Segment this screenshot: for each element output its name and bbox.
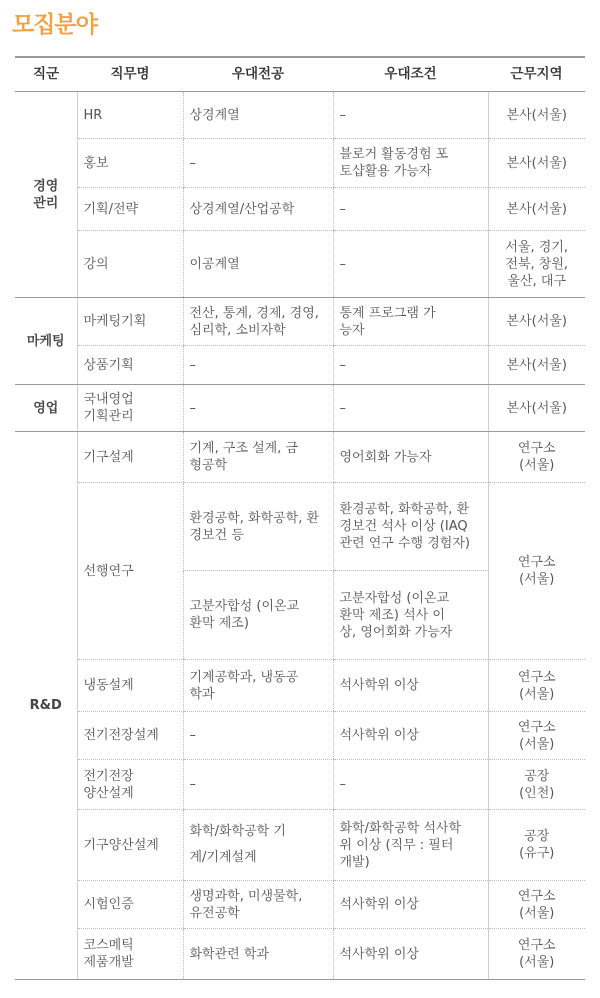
job-name: 전기전장 양산설계 <box>77 760 183 810</box>
job-name: 기구양산설계 <box>77 810 183 881</box>
location: 공장 (유구) <box>488 810 585 881</box>
job-name: 국내영업 기획관리 <box>77 385 183 432</box>
major: – <box>183 760 333 810</box>
major: 상경계열/산업공학 <box>183 188 333 231</box>
location: 서울, 경기, 전북, 창원, 울산, 대구 <box>488 231 585 298</box>
condition: 영어회화 가능자 <box>333 432 488 483</box>
table-row <box>15 660 585 712</box>
header-row <box>15 57 585 92</box>
condition: 석사학위 이상 <box>333 881 488 929</box>
job-name: 전기전장설계 <box>77 712 183 760</box>
header-major: 우대전공 <box>183 57 333 92</box>
location: 연구소 (서울) <box>488 432 585 483</box>
group-management: 경영 관리 <box>15 92 77 298</box>
table-row <box>15 231 585 298</box>
condition: 블로거 활동경험 포토샵활용 가능자 <box>333 139 488 188</box>
table-row <box>15 298 585 346</box>
header-job: 직무명 <box>77 57 183 92</box>
location: 연구소 (서울) <box>488 712 585 760</box>
condition: – <box>333 760 488 810</box>
condition: 석사학위 이상 <box>333 929 488 980</box>
major: 기계, 구조 설계, 금형공학 <box>183 432 333 483</box>
header-condition: 우대조건 <box>333 57 488 92</box>
table-row <box>15 712 585 760</box>
major: 이공계열 <box>183 231 333 298</box>
major: 화학/화학공학 기계/기계설계 <box>183 810 333 881</box>
location: 연구소 (서울) <box>488 660 585 712</box>
condition: – <box>333 346 488 385</box>
condition: 환경공학, 화학공학, 환경보건 석사 이상 (IAQ 관련 연구 수행 경험자) <box>333 483 488 571</box>
group-rnd: R&D <box>15 432 77 980</box>
table-row <box>15 760 585 810</box>
location: 공장 (인천) <box>488 760 585 810</box>
job-name: 상품기획 <box>77 346 183 385</box>
job-name: 기획/전략 <box>77 188 183 231</box>
job-name: 코스메틱 제품개발 <box>77 929 183 980</box>
location: 본사(서울) <box>488 92 585 139</box>
group-marketing: 마케팅 <box>15 298 77 385</box>
condition: 통계 프로그램 가능자 <box>333 298 488 346</box>
job-name: 기구설계 <box>77 432 183 483</box>
table-row <box>15 139 585 188</box>
major: – <box>183 139 333 188</box>
table-row <box>15 432 585 483</box>
header-group: 직군 <box>15 57 77 92</box>
condition: – <box>333 231 488 298</box>
job-name: HR <box>77 92 183 139</box>
major: 생명과학, 미생물학, 유전공학 <box>183 881 333 929</box>
job-name: 선행연구 <box>77 483 183 660</box>
location: 본사(서울) <box>488 346 585 385</box>
table-row <box>15 881 585 929</box>
condition: 화학/화학공학 석사학위 이상 (직무 : 필터개발) <box>333 810 488 881</box>
table-row <box>15 92 585 139</box>
table-row <box>15 483 585 571</box>
job-name: 홍보 <box>77 139 183 188</box>
job-name: 시험인증 <box>77 881 183 929</box>
major: – <box>183 712 333 760</box>
table-row <box>15 188 585 231</box>
table-row <box>15 810 585 881</box>
condition: – <box>333 385 488 432</box>
table-row <box>15 346 585 385</box>
major: 전산, 통계, 경제, 경영, 심리학, 소비자학 <box>183 298 333 346</box>
major: 고분자합성 (이온교환막 제조) <box>183 571 333 660</box>
location: 본사(서울) <box>488 188 585 231</box>
location: 본사(서울) <box>488 298 585 346</box>
major: 환경공학, 화학공학, 환경보건 등 <box>183 483 333 571</box>
condition: 고분자합성 (이온교환막 제조) 석사 이상, 영어회화 가능자 <box>333 571 488 660</box>
recruitment-table <box>15 56 585 980</box>
major: 상경계열 <box>183 92 333 139</box>
table-row <box>15 385 585 432</box>
header-location: 근무지역 <box>488 57 585 92</box>
condition: – <box>333 188 488 231</box>
condition: 석사학위 이상 <box>333 660 488 712</box>
location: 연구소 (서울) <box>488 483 585 660</box>
job-name: 냉동설계 <box>77 660 183 712</box>
major: – <box>183 385 333 432</box>
location: 본사(서울) <box>488 385 585 432</box>
condition: – <box>333 92 488 139</box>
job-name: 강의 <box>77 231 183 298</box>
job-name: 마케팅기획 <box>77 298 183 346</box>
location: 본사(서울) <box>488 139 585 188</box>
condition: 석사학위 이상 <box>333 712 488 760</box>
location: 연구소 (서울) <box>488 881 585 929</box>
location: 연구소 (서울) <box>488 929 585 980</box>
major: – <box>183 346 333 385</box>
table-row <box>15 929 585 980</box>
group-sales: 영업 <box>15 385 77 432</box>
major: 화학관련 학과 <box>183 929 333 980</box>
page-title: 모집분야 <box>12 12 97 38</box>
major: 기계공학과, 냉동공학과 <box>183 660 333 712</box>
